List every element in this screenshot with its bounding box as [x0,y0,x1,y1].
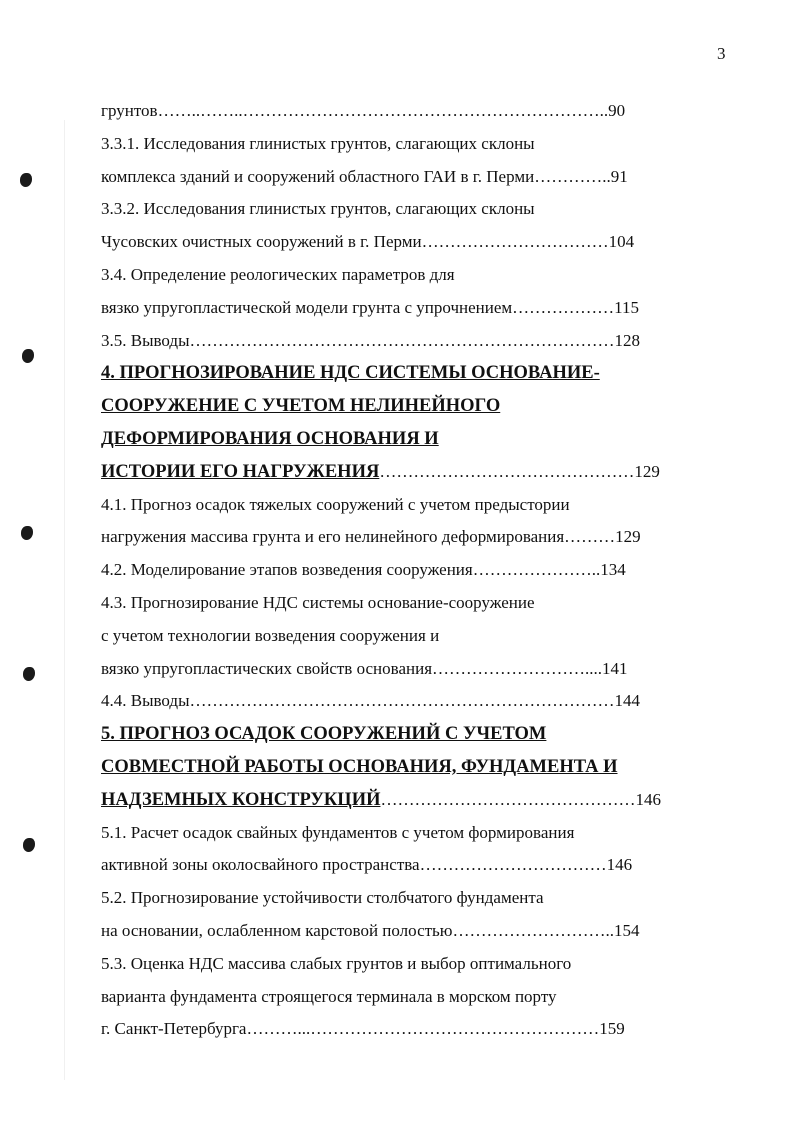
toc-entry-line [101,948,695,981]
toc-line-text: 3.3.2. Исследования глинистых грунтов, слагающих склоны [101,199,535,219]
binding-hole-2 [22,349,34,363]
toc-line-text: 3.4. Определение реологических параметров для [101,264,455,284]
toc-line-text: грунтов……..……..………………………………………………………..90 [101,101,626,120]
toc-line-text: варианта фундамента строящегося терминала в морском порту [101,986,557,1006]
toc-line-text: активной зоны околосвайного пространства……………………………146 [101,855,633,875]
toc-entry-line [101,489,695,522]
toc-line-text: 5.3. Оценка НДС массива слабых грунтов и выбор оптимального [101,953,572,973]
binding-hole-1 [20,173,32,187]
margin-shadow [64,120,65,1080]
toc-line-text: 5. ПРОГНОЗ ОСАДОК СООРУЖЕНИЙ С УЧЕТОМ [101,724,547,745]
toc-line-text: СООРУЖЕНИЕ С УЧЕТОМ НЕЛИНЕЙНОГО [101,396,501,417]
toc-entry-line [101,521,695,554]
toc-line-text: 4.3. Прогнозирование НДС системы основание-сооружение [101,592,535,612]
toc-entry-line [101,587,695,620]
toc-entry-line [101,259,695,292]
toc-entry-line [101,226,695,259]
toc-heading-line [101,718,695,751]
toc-heading-line [101,456,695,489]
binding-hole-5 [23,838,35,852]
toc-entry-line [101,325,695,358]
toc-line-text: вязко упругопластических свойств основания………………………....141 [101,658,628,678]
toc-heading-line [101,357,695,390]
toc-entry-line [101,653,695,686]
toc-line-text: Чусовских очистных сооружений в г. Перми……………………………104 [101,232,635,252]
toc-entry-line [101,161,695,194]
toc-heading-line [101,751,695,784]
toc-line-text: 3.3.1. Исследования глинистых грунтов, слагающих склоны [101,133,535,153]
toc-entry-line [101,882,695,915]
toc-line-text: 3.5. Выводы…………………………………………………………………128 [101,330,641,350]
toc-line-text: 4.2. Моделирование этапов возведения сооружения…………………..134 [101,560,626,580]
toc-entry-line [101,193,695,226]
toc-line-text: нагружения массива грунта и его нелинейного деформирования………129 [101,527,641,547]
toc-line-text: ДЕФОРМИРОВАНИЯ ОСНОВАНИЯ И [101,428,439,449]
toc-line-text: 5.1. Расчет осадок свайных фундаментов с учетом формирования [101,822,575,842]
toc-line-text: с учетом технологии возведения сооружения и [101,625,440,645]
toc-line-text: НАДЗЕМНЫХ КОНСТРУКЦИЙ [101,789,381,810]
toc-line-text: ИСТОРИИ ЕГО НАГРУЖЕНИЯ [101,461,380,482]
toc-entry-line [101,817,695,850]
toc-line-text: 4.4. Выводы…………………………………………………………………144 [101,691,641,711]
toc-entry-line [101,292,695,325]
toc-line-text: комплекса зданий и сооружений областного ГАИ в г. Перми…………..91 [101,166,628,186]
toc-line-text: 5.2. Прогнозирование устойчивости столбчатого фундамента [101,888,544,908]
toc-entry-line [101,981,695,1014]
table-of-contents [101,95,695,1046]
toc-entry-line [101,915,695,948]
toc-page-number: 129 [634,461,660,481]
toc-line-text: 4. ПРОГНОЗИРОВАНИЕ НДС СИСТЕМЫ ОСНОВАНИЕ- [101,363,600,384]
toc-entry-line [101,620,695,653]
toc-entry-line [101,128,695,161]
toc-heading-line [101,784,695,817]
toc-leader-dots: ……………………………………… [379,461,635,481]
toc-line-text: 4.1. Прогноз осадок тяжелых сооружений с учетом предыстории [101,494,570,514]
toc-entry-line [101,685,695,718]
toc-page-number: 146 [635,789,661,809]
binding-hole-4 [23,667,35,681]
toc-leader-dots: ……………………………………… [380,789,636,809]
toc-entry-line [101,1013,695,1046]
toc-line-text: вязко упругопластической модели грунта с упрочнением………………115 [101,297,639,317]
toc-line-text: г. Санкт-Петербурга………...……………………………………………159 [101,1019,625,1039]
binding-hole-3 [21,526,33,540]
toc-line-text: СОВМЕСТНОЙ РАБОТЫ ОСНОВАНИЯ, ФУНДАМЕНТА И [101,756,618,777]
toc-line-text: на основании, ослабленном карстовой полостью………………………..154 [101,920,640,940]
toc-entry-line [101,95,695,128]
toc-heading-line [101,423,695,456]
page-number: 3 [717,44,726,63]
toc-entry-line [101,849,695,882]
toc-heading-line [101,390,695,423]
toc-entry-line [101,554,695,587]
